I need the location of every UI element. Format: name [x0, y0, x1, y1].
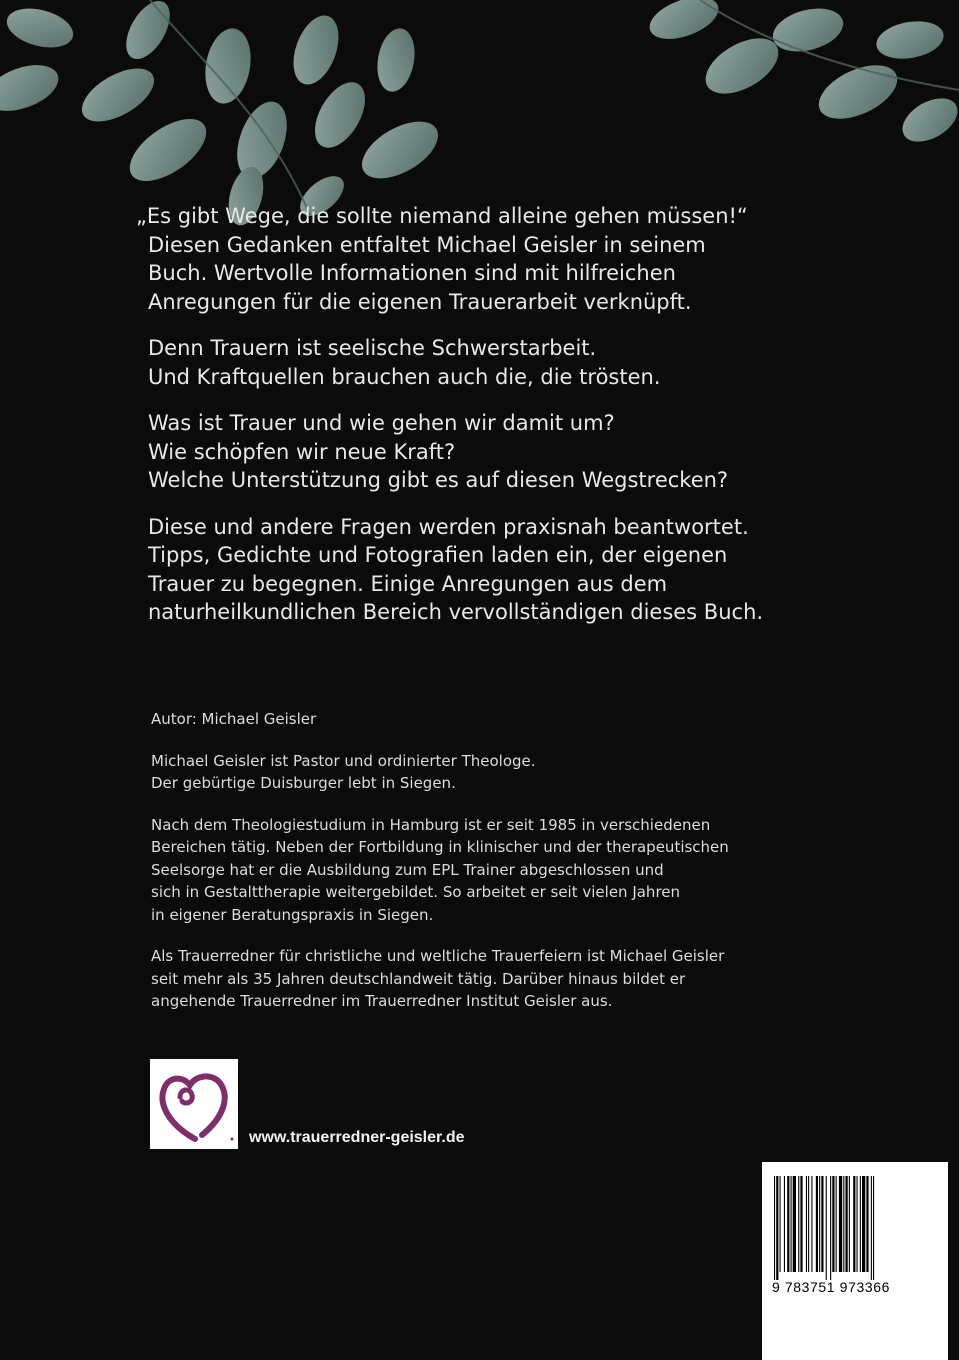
blurb-line: Trauer zu begegnen. Einige Anregungen aus dem	[148, 571, 668, 596]
barcode-bar	[853, 1176, 855, 1272]
bio-line: Seelsorge hat er die Ausbildung zum EPL Trainer abgeschlossen und	[151, 860, 664, 879]
barcode-bar	[819, 1176, 820, 1272]
barcode-bar	[780, 1176, 781, 1272]
barcode-bar	[800, 1176, 802, 1272]
blurb-line: Tipps, Gedichte und Fotografien laden ein, der eigenen	[148, 543, 728, 567]
barcode-bar	[873, 1176, 874, 1280]
bio-paragraph	[151, 814, 771, 927]
author-label: Autor: Michael Geisler	[151, 710, 317, 728]
bio-line: angehende Trauerredner im Trauerredner Institut Geisler aus.	[151, 992, 613, 1010]
barcode-bar	[866, 1176, 868, 1272]
barcode-bar	[791, 1176, 792, 1272]
barcode-bar	[793, 1176, 796, 1272]
barcode-bar	[811, 1176, 812, 1272]
blurb	[136, 202, 816, 645]
heart-spiral-logo-icon	[150, 1059, 238, 1149]
bio-line: Der gebürtige Duisburger lebt in Siegen.	[151, 774, 456, 792]
bio-line: Bereichen tätig. Neben der Fortbildung in klinischer und der therapeutischen	[151, 838, 729, 856]
isbn-barcode	[762, 1162, 948, 1360]
barcode-bar	[784, 1176, 785, 1272]
barcode-bar	[843, 1176, 844, 1272]
blurb-paragraph	[136, 409, 816, 495]
blurb-line: Anregungen für die eigenen Trauerarbeit verknüpft.	[148, 289, 692, 314]
blurb-line: Wie schöpfen wir neue Kraft?	[148, 439, 456, 464]
blurb-paragraph	[136, 202, 816, 316]
barcode-bar	[798, 1176, 799, 1272]
barcode-bar	[774, 1176, 775, 1280]
bio-line: seit mehr als 35 Jahren deutschlandweit tätig. Darüber hinaus bildet er	[151, 969, 686, 988]
blurb-line: Und Kraftquellen brauchen auch die, die trösten.	[148, 364, 661, 389]
logo	[150, 1059, 238, 1149]
blurb-line: Was ist Trauer und wie gehen wir damit um?	[148, 411, 615, 435]
blurb-line: Buch. Wertvolle Informationen sind mit hilfreichen	[148, 261, 676, 285]
blurb-line: Denn Trauern ist seelische Schwerstarbeit.	[148, 336, 597, 360]
blurb-line: naturheilkundlichen Bereich vervollständigen dieses Buch.	[148, 600, 764, 624]
isbn-digits: 9 783751 973366	[772, 1279, 890, 1295]
blurb-line: Diese und andere Fragen werden praxisnah beantwortet.	[148, 514, 749, 539]
barcode-bar	[816, 1176, 818, 1272]
barcode-bar	[806, 1176, 807, 1272]
barcode-bar	[830, 1176, 831, 1280]
barcode-bar	[846, 1176, 848, 1272]
barcode-bar	[826, 1176, 827, 1280]
barcode-bar	[849, 1176, 850, 1272]
barcode-bar	[787, 1176, 789, 1272]
bio-line: Michael Geisler ist Pastor und ordinierter Theologe.	[151, 751, 536, 770]
barcode-bar	[860, 1176, 861, 1272]
barcode-bar	[862, 1176, 865, 1272]
barcode-bar	[871, 1176, 872, 1280]
blurb-paragraph	[136, 513, 816, 627]
barcode-bar	[857, 1176, 858, 1272]
bio-line: in eigener Beratungspraxis in Siegen.	[151, 905, 434, 924]
blurb-line: „Es gibt Wege, die sollte niemand alleine gehen müssen!“	[136, 204, 748, 228]
blurb-line: Diesen Gedanken entfaltet Michael Geisler in seinem	[148, 232, 706, 257]
barcode-bar	[808, 1176, 809, 1272]
website-link[interactable]: www.trauerredner-geisler.de	[249, 1129, 465, 1146]
leaves-photo	[0, 0, 959, 230]
bio-line: Nach dem Theologiestudium in Hamburg ist er seit 1985 in verschiedenen	[151, 815, 711, 834]
blurb-line: Welche Unterstützung gibt es auf diesen Wegstrecken?	[148, 468, 729, 492]
barcode-bar	[832, 1176, 834, 1272]
barcode-bar	[821, 1176, 823, 1272]
bio-line: sich in Gestalttherapie weitergebildet. So arbeitet er seit vielen Jahren	[151, 883, 681, 901]
barcode-bars	[772, 1176, 942, 1280]
barcode-bar	[839, 1176, 842, 1272]
author-bio	[151, 708, 771, 1032]
bio-paragraph	[151, 750, 771, 795]
barcode-bar	[836, 1176, 837, 1272]
bio-line: Als Trauerredner für christliche und weltliche Trauerfeiern ist Michael Geisler	[151, 947, 725, 965]
blurb-paragraph	[136, 334, 816, 391]
bio-paragraph	[151, 945, 771, 1013]
barcode-bar	[776, 1176, 778, 1280]
